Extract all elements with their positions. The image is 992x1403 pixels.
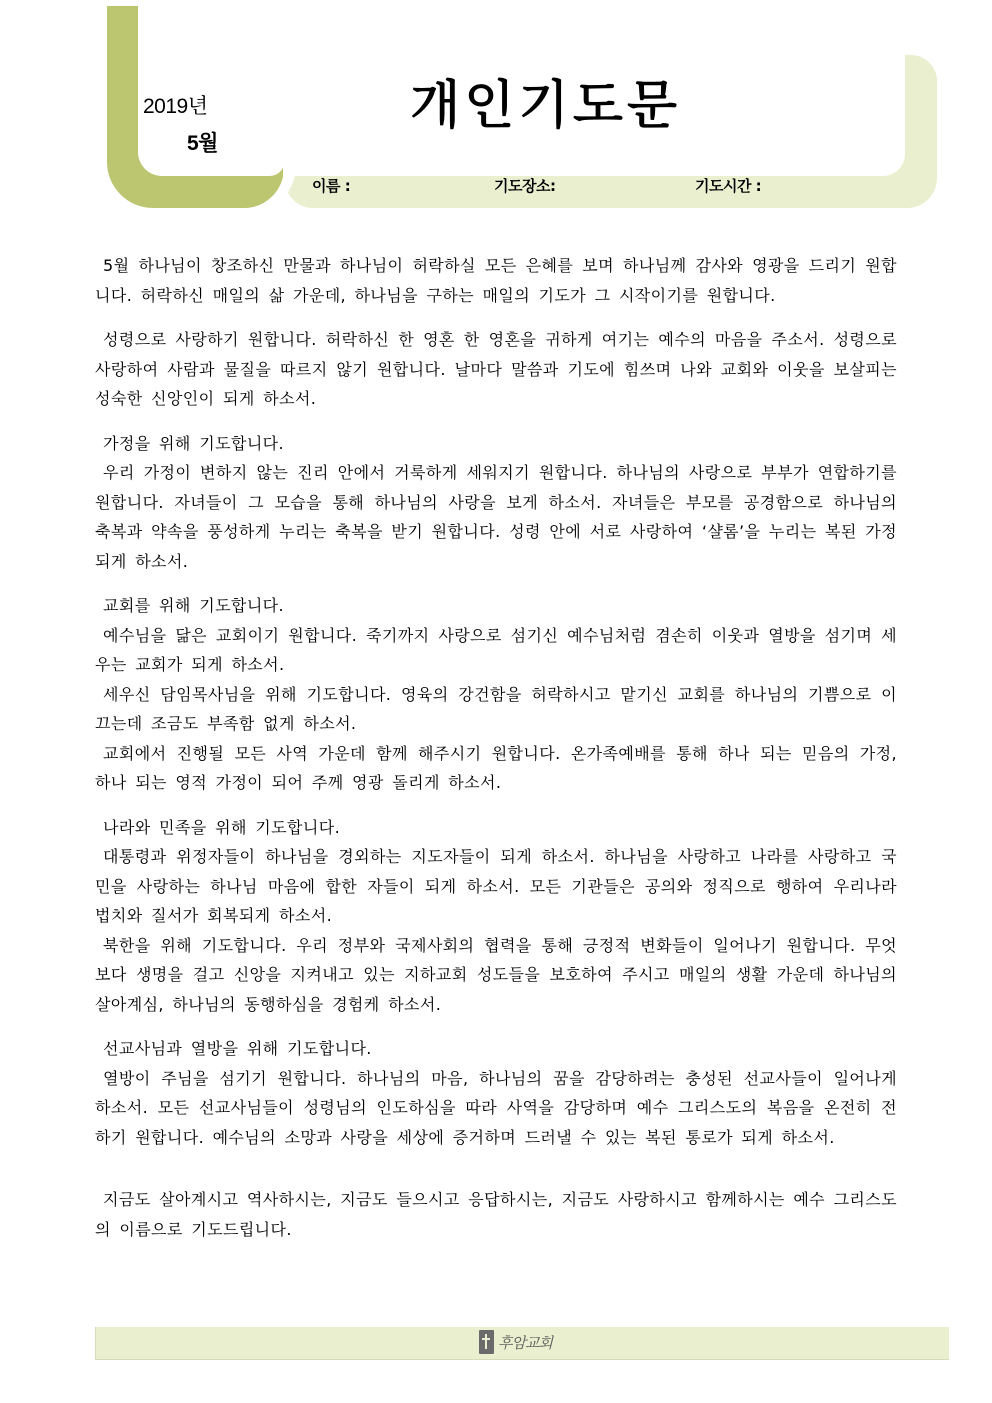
intro-block: [95, 251, 897, 310]
prayer-body: [95, 251, 897, 1259]
church-block: [95, 591, 897, 798]
time-field-label: 기도시간 :: [695, 177, 762, 195]
section-heading: 나라와 민족을 위해 기도합니다.: [103, 817, 341, 837]
paragraph: 예수님을 닮은 교회이기 원합니다. 죽기까지 사랑으로 섬기신 예수님처럼 겸손히 이웃과 열방을 섬기며 세우는 교회가 되게 하소서.: [95, 625, 897, 674]
nation-block: [95, 813, 897, 1020]
month-label: 5월: [187, 132, 218, 155]
paragraph: 우리 가정이 변하지 않는 진리 안에서 거룩하게 세워지기 원합니다. 하나님의 사랑으로 부부가 연합하기를 원합니다. 자녀들이 그 모습을 통해 하나님의 사랑을 보게 하소서. 자녀들은 부모를 공경함으로 하나님의 축복과 약속을 풍성하게 누리는 축복을 받기 원합니다. 성령 안에 서로 사랑하여 ‘샬롬’을 누리는 복된 가정되게 하소서.: [95, 463, 897, 571]
missions-block: [95, 1034, 897, 1152]
closing-paragraph: 지금도 살아계시고 역사하시는, 지금도 들으시고 응답하시는, 지금도 사랑하시고 함께하시는 예수 그리스도의 이름으로 기도드립니다.: [95, 1190, 897, 1239]
section-heading: 가정을 위해 기도합니다.: [103, 433, 285, 453]
name-field-label: 이름 :: [312, 177, 351, 195]
church-name: 후암교회: [498, 1333, 552, 1352]
holy-spirit-block: [95, 325, 897, 414]
paragraph: 교회에서 진행될 모든 사역 가운데 함께 해주시기 원합니다. 온가족예배를 통해 하나 되는 믿음의 가정, 하나 되는 영적 가정이 되어 주께 영광 돌리게 하소서.: [95, 743, 897, 792]
footer-bar: [95, 1327, 949, 1360]
family-block: [95, 429, 897, 577]
closing-block: [95, 1185, 897, 1244]
paragraph: 5월 하나님이 창조하신 만물과 하나님이 허락하실 모든 은혜를 보며 하나님께 감사와 영광을 드리기 원합니다. 허락하신 매일의 삶 가운데, 하나님을 구하는 매일의 기도가 그 시작이기를 원합니다.: [95, 256, 897, 305]
paragraph: 세우신 담임목사님을 위해 기도합니다. 영육의 강건함을 허락하시고 맡기신 교회를 하나님의 기쁨으로 이끄는데 조금도 부족함 없게 하소서.: [95, 684, 897, 733]
church-cross-icon: [479, 1330, 494, 1354]
paragraph: 대통령과 위정자들이 하나님을 경외하는 지도자들이 되게 하소서. 하나님을 사랑하고 나라를 사랑하고 국민을 사랑하는 하나님 마음에 합한 자들이 되게 하소서. 모든 기관들은 공의와 정직으로 행하여 우리나라 법치와 질서가 회복되게 하소서.: [95, 847, 897, 925]
page-title: 개인기도문: [410, 76, 682, 136]
section-heading: 선교사님과 열방을 위해 기도합니다.: [103, 1039, 372, 1058]
section-heading: 교회를 위해 기도합니다.: [103, 596, 285, 615]
paragraph: 북한을 위해 기도합니다. 우리 정부와 국제사회의 협력을 통해 긍정적 변화들이 일어나기 원합니다. 무엇보다 생명을 걸고 신앙을 지켜내고 있는 지하교회 성도들을 보호하여 주시고 매일의 생활 가운데 하나님의 살아계심, 하나님의 동행하심을 경험케 하소서.: [95, 935, 897, 1014]
year-label: 2019년: [143, 95, 208, 118]
place-field-label: 기도장소:: [494, 177, 556, 195]
paragraph: 성령으로 사랑하기 원합니다. 허락하신 한 영혼 한 영혼을 귀하게 여기는 예수의 마음을 주소서. 성령으로 사랑하여 사람과 물질을 따르지 않기 원합니다. 날마다 말씀과 기도에 힘쓰며 나와 교회와 이웃을 보살피는 성숙한 신앙인이 되게 하소서.: [95, 330, 897, 408]
paragraph: 열방이 주님을 섬기기 원합니다. 하나님의 마음, 하나님의 꿈을 감당하려는 충성된 선교사들이 일어나게 하소서. 모든 선교사님들이 성령님의 인도하심을 따라 사역을 감당하며 예수 그리스도의 복음을 온전히 전하기 원합니다. 예수님의 소망과 사랑을 세상에 증거하며 드러낼 수 있는 복된 통로가 되게 하소서.: [95, 1068, 897, 1147]
church-logo: [479, 1330, 552, 1354]
